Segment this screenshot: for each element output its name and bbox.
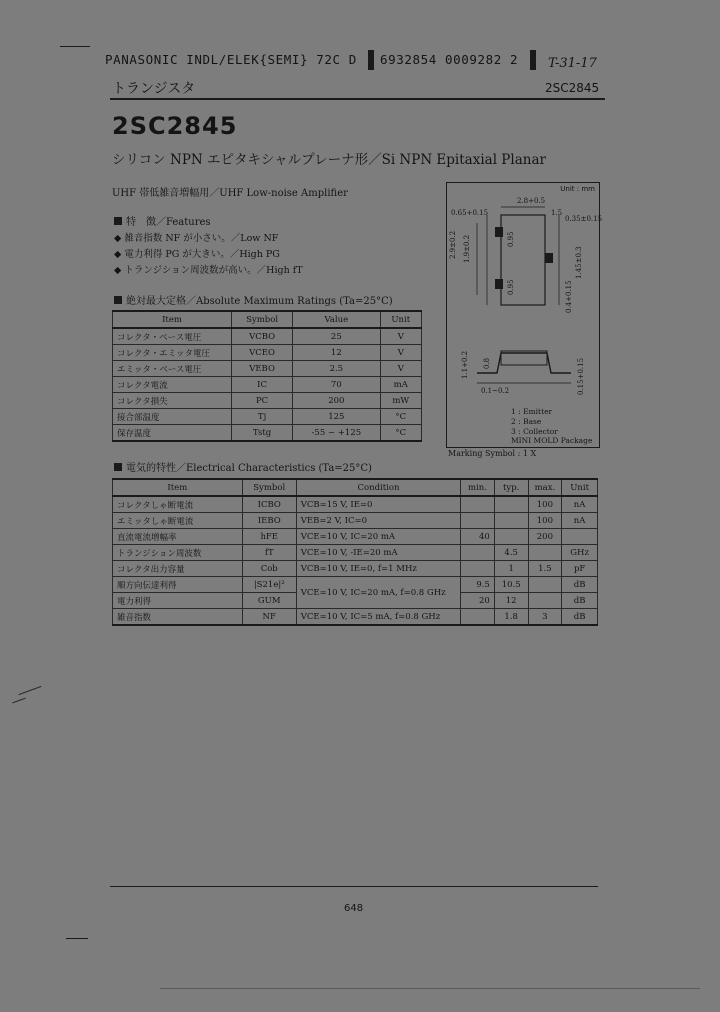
col-header: Value: [293, 311, 380, 328]
symbol-cell: IC: [232, 377, 293, 393]
unit-cell: dB: [562, 593, 598, 609]
item-cell: エミッタ・ベース電圧: [113, 361, 232, 377]
symbol-cell: ICBO: [242, 496, 296, 513]
condition-cell: VCE=10 V, -IE=20 mA: [296, 545, 460, 561]
typ-cell: [494, 529, 528, 545]
max-cell: [528, 545, 562, 561]
unit-cell: V: [380, 328, 421, 345]
diamond-bullet-icon: ◆: [114, 265, 125, 276]
table-header-row: [113, 311, 422, 328]
item-cell: 接合部温度: [113, 409, 232, 425]
device-subtitle: シリコン NPN エピタキシャルプレーナ形／Si NPN Epitaxial Planar: [112, 152, 546, 168]
max-cell: 100: [528, 513, 562, 529]
item-cell: 直流電流増幅率: [113, 529, 243, 545]
min-cell: [461, 545, 495, 561]
unit-cell: nA: [562, 513, 598, 529]
page-number: 648: [344, 903, 364, 914]
min-cell: [461, 496, 495, 513]
symbol-cell: VEBO: [232, 361, 293, 377]
symbol-cell: VCEO: [232, 345, 293, 361]
min-cell: 9.5: [461, 577, 495, 593]
square-bullet-icon: [114, 463, 122, 471]
symbol-cell: VCBO: [232, 328, 293, 345]
typ-cell: 1.8: [494, 609, 528, 626]
application-line: UHF 帯低雑音増幅用／UHF Low-noise Amplifier: [112, 188, 348, 199]
max-cell: 3: [528, 609, 562, 626]
unit-cell: °C: [380, 409, 421, 425]
dim-label: 0.35±0.15: [565, 215, 603, 223]
symbol-cell: hFE: [242, 529, 296, 545]
max-cell: [528, 577, 562, 593]
feature-item: [114, 262, 303, 276]
max-cell: 1.5: [528, 561, 562, 577]
table-row: [113, 545, 598, 561]
value-cell: 125: [293, 409, 380, 425]
package-name: MINI MOLD Package: [511, 436, 593, 445]
header-bar-mark: [368, 50, 374, 70]
abs-max-heading: [114, 292, 393, 307]
part-number-right: 2SC2845: [545, 81, 600, 95]
min-cell: 20: [461, 593, 495, 609]
item-cell: コレクタしゃ断電流: [113, 496, 243, 513]
value-cell: 25: [293, 328, 380, 345]
diamond-bullet-icon: ◆: [114, 233, 125, 244]
dim-label: 1.45±0.3: [575, 246, 583, 279]
abs-max-table: [112, 310, 422, 442]
symbol-cell: PC: [232, 393, 293, 409]
handwritten-note: T-31-17: [548, 56, 597, 71]
bottom-scan-line: [160, 988, 700, 989]
condition-cell: VCB=15 V, IE=0: [296, 496, 460, 513]
header-bar-mark-2: [530, 50, 536, 70]
item-cell: 雑音指数: [113, 609, 243, 626]
dim-label: 1.5: [551, 209, 563, 217]
max-cell: 200: [528, 529, 562, 545]
table-row: [113, 361, 422, 377]
table-header-row: [113, 479, 598, 496]
item-cell: 保存温度: [113, 425, 232, 442]
min-cell: [461, 609, 495, 626]
symbol-cell: fT: [242, 545, 296, 561]
dim-label: 2.9±0.2: [449, 230, 457, 259]
features-heading: [114, 213, 211, 228]
features-heading-text: 特 徴／Features: [126, 217, 211, 228]
table-row: [113, 609, 598, 626]
dim-label: 0.1~0.2: [481, 387, 510, 395]
col-header: Item: [113, 479, 243, 496]
unit-cell: dB: [562, 577, 598, 593]
marking-symbol: Marking Symbol : 1 X: [448, 449, 537, 458]
electrical-heading: [114, 459, 372, 474]
typ-cell: 1: [494, 561, 528, 577]
col-header: Unit: [562, 479, 598, 496]
dim-label: 0.8: [483, 357, 491, 369]
typ-cell: 12: [494, 593, 528, 609]
table-row: [113, 561, 598, 577]
dim-label: 2.8+0.5: [517, 197, 546, 205]
header-company: PANASONIC INDL/ELEK{SEMI} 72C D: [105, 52, 357, 67]
max-cell: 100: [528, 496, 562, 513]
unit-cell: mA: [380, 377, 421, 393]
feature-text: トランジション周波数が高い。／High fT: [124, 265, 303, 276]
unit-cell: °C: [380, 425, 421, 442]
dim-label: 0.4+0.15: [565, 280, 573, 313]
header-rule: [110, 98, 605, 100]
table-row: [113, 377, 422, 393]
typ-cell: [494, 513, 528, 529]
unit-cell: mW: [380, 393, 421, 409]
table-row: [113, 425, 422, 442]
feature-text: 雑音指数 NF が小さい。／Low NF: [124, 233, 279, 244]
value-cell: -55 ~ +125: [293, 425, 380, 442]
scan-mark: [19, 686, 42, 695]
category-label: トランジスタ: [112, 81, 196, 97]
unit-cell: V: [380, 345, 421, 361]
condition-cell: VCB=10 V, IE=0, f=1 MHz: [296, 561, 460, 577]
col-header: Condition: [296, 479, 460, 496]
min-cell: [461, 513, 495, 529]
col-header: Unit: [380, 311, 421, 328]
feature-item: [114, 246, 280, 260]
value-cell: 70: [293, 377, 380, 393]
item-cell: エミッタしゃ断電流: [113, 513, 243, 529]
diamond-bullet-icon: ◆: [114, 249, 125, 260]
min-cell: 40: [461, 529, 495, 545]
value-cell: 2.5: [293, 361, 380, 377]
condition-cell: VCE=10 V, IC=5 mA, f=0.8 GHz: [296, 609, 460, 626]
item-cell: コレクタ損失: [113, 393, 232, 409]
col-header: Symbol: [242, 479, 296, 496]
unit-label: Unit : mm: [560, 185, 595, 193]
feature-text: 電力利得 PG が大きい。／High PG: [124, 249, 280, 260]
col-header: Item: [113, 311, 232, 328]
table-row: [113, 328, 422, 345]
header-code: 6932854 0009282 2: [380, 52, 519, 67]
value-cell: 12: [293, 345, 380, 361]
value-cell: 200: [293, 393, 380, 409]
item-cell: コレクタ電流: [113, 377, 232, 393]
condition-cell: VEB=2 V, IC=0: [296, 513, 460, 529]
scan-mark: [12, 698, 25, 704]
item-cell: トランジション周波数: [113, 545, 243, 561]
symbol-cell: Tj: [232, 409, 293, 425]
min-cell: [461, 561, 495, 577]
table-row: [113, 529, 598, 545]
package-drawing: [446, 182, 603, 448]
table-row: [113, 393, 422, 409]
dim-label: 0.65+0.15: [451, 209, 489, 217]
col-header: max.: [528, 479, 562, 496]
item-cell: 電力利得: [113, 593, 243, 609]
item-cell: コレクタ・エミッタ電圧: [113, 345, 232, 361]
max-cell: [528, 593, 562, 609]
abs-max-heading-text: 絶対最大定格／Absolute Maximum Ratings (Ta=25°C): [126, 296, 393, 307]
table-row: [113, 577, 598, 593]
table-row: [113, 496, 598, 513]
dim-label: 0.15+0.15: [577, 357, 585, 395]
table-row: [113, 345, 422, 361]
unit-cell: pF: [562, 561, 598, 577]
pin-label: 1 : Emitter: [511, 407, 553, 416]
electrical-heading-text: 電気的特性／Electrical Characteristics (Ta=25°C): [126, 463, 372, 474]
unit-cell: dB: [562, 609, 598, 626]
feature-item: [114, 230, 278, 244]
footer-rule: [110, 886, 598, 887]
electrical-table: [112, 478, 598, 626]
square-bullet-icon: [114, 217, 122, 225]
table-row: [113, 513, 598, 529]
symbol-cell: |S21e|²: [242, 577, 296, 593]
symbol-cell: Tstg: [232, 425, 293, 442]
dim-label: 0.95: [507, 231, 515, 247]
item-cell: コレクタ・ベース電圧: [113, 328, 232, 345]
square-bullet-icon: [114, 296, 122, 304]
pin-label: 2 : Base: [511, 417, 542, 426]
typ-cell: 4.5: [494, 545, 528, 561]
col-header: typ.: [494, 479, 528, 496]
bottom-left-mark: [66, 938, 88, 939]
col-header: min.: [461, 479, 495, 496]
typ-cell: 10.5: [494, 577, 528, 593]
item-cell: 順方向伝達利得: [113, 577, 243, 593]
unit-cell: nA: [562, 496, 598, 513]
symbol-cell: GUM: [242, 593, 296, 609]
symbol-cell: Cob: [242, 561, 296, 577]
symbol-cell: NF: [242, 609, 296, 626]
dim-label: 1.1+0.2: [461, 350, 469, 379]
top-left-mark: [60, 46, 90, 47]
part-title: 2SC2845: [112, 112, 238, 140]
col-header: Symbol: [232, 311, 293, 328]
unit-cell: GHz: [562, 545, 598, 561]
unit-cell: [562, 529, 598, 545]
dim-label: 0.95: [507, 279, 515, 295]
unit-cell: V: [380, 361, 421, 377]
table-row: [113, 409, 422, 425]
item-cell: コレクタ出力容量: [113, 561, 243, 577]
pin-label: 3 : Collector: [511, 427, 558, 436]
condition-cell: VCE=10 V, IC=20 mA: [296, 529, 460, 545]
symbol-cell: IEBO: [242, 513, 296, 529]
condition-cell: VCE=10 V, IC=20 mA, f=0.8 GHz: [296, 577, 460, 609]
dim-label: 1.9±0.2: [463, 234, 471, 263]
typ-cell: [494, 496, 528, 513]
